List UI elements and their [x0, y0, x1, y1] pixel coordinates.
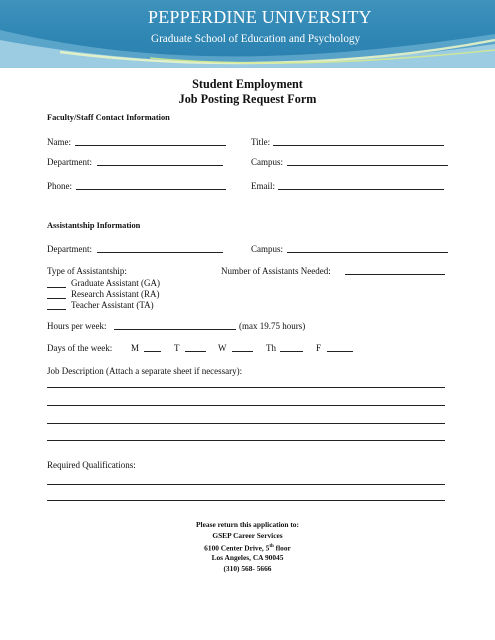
day-m-label: M	[131, 343, 140, 353]
ta-checkbox-line[interactable]	[47, 309, 66, 310]
qualifications-line-1[interactable]	[47, 484, 445, 485]
header-banner	[0, 0, 495, 68]
title-label: Title:	[251, 137, 271, 147]
day-t-label: T	[174, 343, 180, 353]
department-label: Department:	[47, 157, 92, 167]
footer-street-pre: 6100 Center Drive, 5	[204, 543, 270, 553]
university-name: PEPPERDINE UNIVERSITY	[148, 7, 372, 27]
phone-label: Phone:	[47, 181, 73, 191]
campus-label: Campus:	[251, 157, 284, 167]
campus-field[interactable]	[287, 165, 448, 166]
ga-option-label: Graduate Assistant (GA)	[71, 278, 160, 288]
day-f-label: F	[316, 343, 322, 353]
days-of-week-label: Days of the week:	[47, 343, 113, 353]
day-th-field[interactable]	[280, 351, 303, 352]
job-description-line-2[interactable]	[47, 405, 445, 406]
job-description-line-1[interactable]	[47, 387, 445, 388]
form-subtitle: Job Posting Request Form	[178, 92, 317, 106]
job-description-label: Job Description (Attach a separate sheet if necessary):	[47, 366, 243, 376]
job-description-line-4[interactable]	[47, 440, 445, 441]
hours-note: (max 19.75 hours)	[239, 321, 306, 331]
email-label: Email:	[251, 181, 275, 191]
assist-department-field[interactable]	[97, 252, 223, 253]
ta-option-label: Teacher Assistant (TA)	[71, 300, 154, 310]
footer-city: Los Angeles, CA 90045	[211, 553, 284, 562]
day-t-field[interactable]	[185, 351, 206, 352]
qualifications-label: Required Qualifications:	[47, 460, 136, 470]
footer-street-post: floor	[273, 543, 291, 553]
email-field[interactable]	[278, 189, 444, 190]
footer-office-name: GSEP Career Services	[212, 531, 283, 540]
type-of-assistantship-label: Type of Assistantship:	[47, 266, 127, 276]
assist-campus-label: Campus:	[251, 244, 284, 254]
title-field[interactable]	[273, 145, 444, 146]
day-f-field[interactable]	[327, 351, 353, 352]
day-m-field[interactable]	[144, 351, 161, 352]
qualifications-line-2[interactable]	[47, 500, 445, 501]
contact-section-heading: Faculty/Staff Contact Information	[47, 113, 170, 122]
day-th-label: Th	[266, 343, 276, 353]
name-field[interactable]	[75, 145, 226, 146]
number-of-assistants-field[interactable]	[345, 274, 445, 275]
day-w-label: W	[218, 343, 227, 353]
assist-campus-field[interactable]	[287, 252, 448, 253]
hours-per-week-field[interactable]	[114, 329, 236, 330]
form-title: Student Employment	[192, 77, 303, 91]
phone-field[interactable]	[76, 189, 226, 190]
footer-return-instruction: Please return this application to:	[196, 520, 299, 529]
assistantship-section-heading: Assistantship Information	[47, 221, 141, 230]
number-of-assistants-label: Number of Assistants Needed:	[221, 266, 331, 276]
ga-checkbox-line[interactable]	[47, 287, 66, 288]
hours-per-week-label: Hours per week:	[47, 321, 107, 331]
job-description-line-3[interactable]	[47, 423, 445, 424]
ra-option-label: Research Assistant (RA)	[71, 289, 160, 299]
name-label: Name:	[47, 137, 71, 147]
school-name: Graduate School of Education and Psychology	[151, 33, 361, 45]
day-w-field[interactable]	[232, 351, 253, 352]
footer-street-sup: th	[269, 544, 274, 549]
ra-checkbox-line[interactable]	[47, 298, 66, 299]
footer-phone: (310) 568- 5666	[223, 564, 272, 573]
department-field[interactable]	[97, 165, 223, 166]
assist-department-label: Department:	[47, 244, 92, 254]
